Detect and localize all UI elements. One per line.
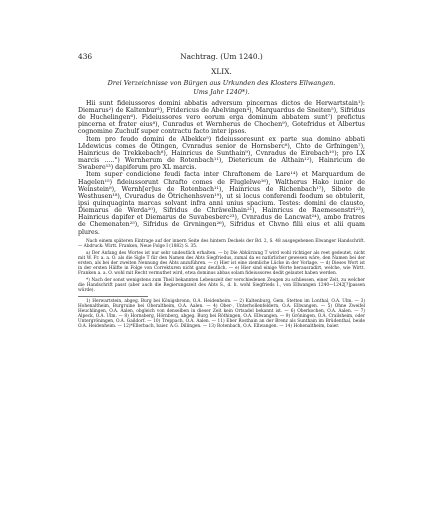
running-head: Nachtrag. (Um 1240.) xyxy=(180,52,263,61)
section-number: XLIX. xyxy=(211,67,232,76)
source-note: Nach einem späteren Eintrage auf der innern Seite des hintern Deckels der Bd. 2, S. 48 ausgegebenen Elwanger Handschrift. — Abdruck: Wirtt. Franken, Neue Folge I (1882) S. 35. xyxy=(78,238,365,249)
footnotes: 1) Herwartstein, abgeg. Burg bei Königsbronn, O.A. Heidenheim. — 2) Kaltenburg, Gem. Stetten im Lonthal, O.A. Ulm. — 3) Hohenaltheim, Burgruine bei Oberaltheim, O.A. Aalen. — 4) Ober-, Unterhollenfeldern, O.A. Ellwangen. — 5) Ohne Zweifel Heuchlingen, O.A. Aalen, obgleich von denselben in dieser Zeit kein Ortsadel bekannt ist. — 6) Oberkochen, O.A. Aalen. — 7) Alpeck, O.A. Ulm. — 8) Hornsberg, Hörnberg, abgeg. Burg bei Röthingen, O.A. Ellwangen. — 9) Gröningen, O.A. Crailsheim, oder Untergröningen, O.A. Gaildorf. — 10) Treppach, O.A. Aalen. — 11) Eber Rosthain an der Brenz als Sunthain im Brüdenthal, beide O.A. Heidenheim. — 12)*Ellerbach, baier. A.G. Dillingen. — 13) Rotenbach, O.A. Ellwangen. — 14) Hohenaltheim, baier. xyxy=(78,299,365,330)
date-note: *) Nach der sonst wenigstens zum Theil bekannten Lebenszeit der verschiedenen Zeugen zu schliessen, einer Zeit, zu welcher die Handschrift passt (aber auch die Regierungszeit des Abts S., d. h. wohl Siegfrieds I., von Ellwangen 1240—1242[?]passen würde). xyxy=(78,278,365,294)
page-number: 436 xyxy=(78,52,93,61)
apparatus-notes: a) Der Anfang des Wortes ist nur sehr undeutlich erhalten. — b) Die Abkürzung T wird wohl richtiger als reet gedeutet, nicht mit W. Fr. a. a. O. als die Sigle T für den Namen des Abts Siegfriedus, zumal da es natürlicher gewesen wäre, den Namen bei der ersten, als bei der zweiten Nennung des Abts anzuführen. — c) Hier ist eine ziemliche Lücke in der Vorlage. — d) Dieses Wort ist in der ersten Hälfte in Folge von Correkturen nicht ganz deutlich. — e) Hier sind einige Worte herausradirt, welche, wie Wirtt. Franken a. a. O. wohl mit Recht vermuthet wird, etwa dominus abbas solam fideiussores dedit gelautet haben werden. xyxy=(78,250,365,277)
page-header xyxy=(78,52,365,61)
document-title: Drei Verzeichnisse von Bürgen aus Urkunden des Klosters Ellwangen. xyxy=(107,79,336,87)
paragraph-2: Item pro feudo domini de Albekke⁵) fideiussoresunt ex parte sua domino abbati Lẽdewicus comes de Ötingen, Cvnradus senior de Hornsberc⁸), Chto de Grfningen⁷), Hainricus de Trekkebach⁸), Hainricus de Sunthain⁹), Cvnradus de Eirebach¹⁰); pro LX marcis .....°) Wernherum de Rotenbach¹¹), Dietericum de Althain¹²), Hainricum de Swabere¹³) dapiferum pro XL marcis. xyxy=(78,135,365,172)
paragraph-3: Item super condicione feudi facta inter Chraftonem de Lare¹⁴) et Marquardum de Hagelen¹⁵) fideiussorunt Chrafto comes de Fluglelwe¹⁶), Waltherus Hako iunior de Weinstein⁸), Wernh[er]us de Rotenbach¹¹), Hainricus de Richenbach¹⁷), Siboto de Westhusen¹⁸), Cvuradus de Ötrichenhsven¹⁹), ut si locus conferendi feodum se obtulerit, ipsi quinquaginta marcas solvant infra anni unius spacium. Testes: domini de clausto, Diemarus de Werda²⁰), Sifridus de Chräwelhain²¹), Hainricus de Raemesenstri²²), Hainricus dapifer et Diemarus de Suvabesberc²³), Cvnradus de Lancwat²⁴), ambo fratres de Chemenaten²⁵), Sifridus de Grvningen²⁶), Sifridus et Chvno filii eius et alii quam plures. xyxy=(78,171,365,236)
footnote-divider xyxy=(78,296,148,297)
document-date: Ums Jahr 1240*). xyxy=(193,88,250,97)
paragraph-1: Hii sunt fideiussores domini abbatis adversum pincernas dictos de Herwartstain¹): Diemarus²) de Kaltenbur³), Fridericus de Abelvingen⁴), Marquardus de Sneiten⁵), Sifridus de Huchelingen⁶). Fideiussores vero eorum erga dominum abbatem sunt⁷) prefictus pincerna et frater eius⁸), Cunradus et Wernherus de Chochen⁹), Gotefridus et Albertus cognomine Zuchulf super contractu facto inter ipsos. xyxy=(78,99,365,136)
